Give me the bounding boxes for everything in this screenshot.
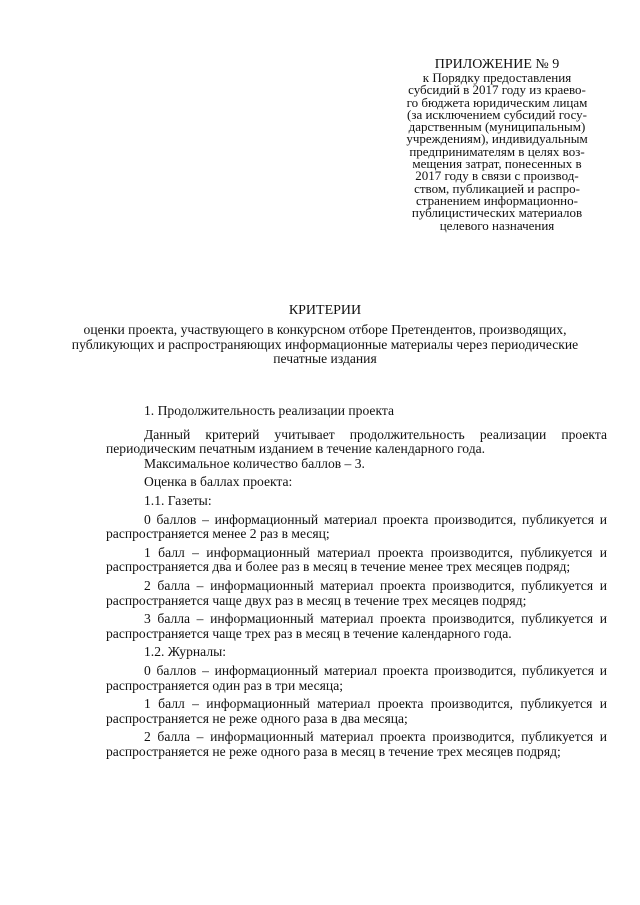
paragraph: Данный критерий учитывает продолжительность реализации проекта периодическим печатным изданием в течение календарного года. [106,426,607,457]
appendix-line: (за исключением субсидий госу- [406,106,587,122]
appendix-block [384,57,610,232]
document-subtitle: оценки проекта, участвующего в конкурсном отборе Претендентов, производящих, публикующих и распространяющих информационные материалы через периодические печатные издания [71,322,579,367]
appendix-line: мещения затрат, понесенных в [412,156,582,172]
subsection-heading: 1.1. Газеты: [144,492,212,508]
appendix-line: к Порядку предоставления [422,70,572,85]
paragraph: 0 баллов – информационный материал проекта производится, публикуется и распространяется один раз в три месяца; [106,662,607,693]
appendix-line: го бюджета юридическим лицам [406,94,588,110]
paragraph: 2 балла – информационный материал проекта производится, публикуется и распространяется чаще двух раз в месяц в течение трех месяцев подряд; [106,577,607,608]
appendix-line: публицистических материалов [411,205,583,221]
paragraph: 1 балл – информационный материал проекта производится, публикуется и распространяется не реже одного раза в два месяца; [106,696,607,726]
paragraph: 0 баллов – информационный материал проекта производится, публикуется и распространяется менее 2 раз в месяц; [106,511,607,542]
paragraph: Оценка в баллах проекта: [144,474,293,490]
appendix-line: 2017 году в связи с производ- [415,168,579,184]
appendix-line: ством, публикацией и распро- [414,180,580,196]
appendix-line: странением информационно- [416,192,578,208]
appendix-line: субсидий в 2017 году из краево- [408,82,586,98]
document-title: КРИТЕРИИ [288,303,362,318]
section-heading: 1. Продолжительность реализации проекта [144,403,395,418]
paragraph: 2 балла – информационный материал проекта производится, публикуется и распространяется не реже одного раза в месяц в течение трех месяцев подряд; [106,729,607,759]
appendix-line: предпринимателям в целях воз- [409,143,585,159]
subsection-heading: 1.2. Журналы: [144,644,227,660]
appendix-line: дарственным (муниципальным) [408,119,586,135]
appendix-line: целевого назначения [439,217,555,233]
paragraph: 1 балл – информационный материал проекта производится, публикуется и распространяется два и более раз в месяц в течение менее трех месяцев подряд; [106,544,607,575]
appendix-line: учреждениям), индивидуальным [406,131,588,147]
paragraph: 3 балла – информационный материал проекта производится, публикуется и распространяется чаще трех раз в месяц в течение календарного года. [106,611,607,641]
paragraph: Максимальное количество баллов – 3. [144,455,365,471]
appendix-title: ПРИЛОЖЕНИЕ № 9 [434,57,560,72]
document-body [106,404,607,759]
